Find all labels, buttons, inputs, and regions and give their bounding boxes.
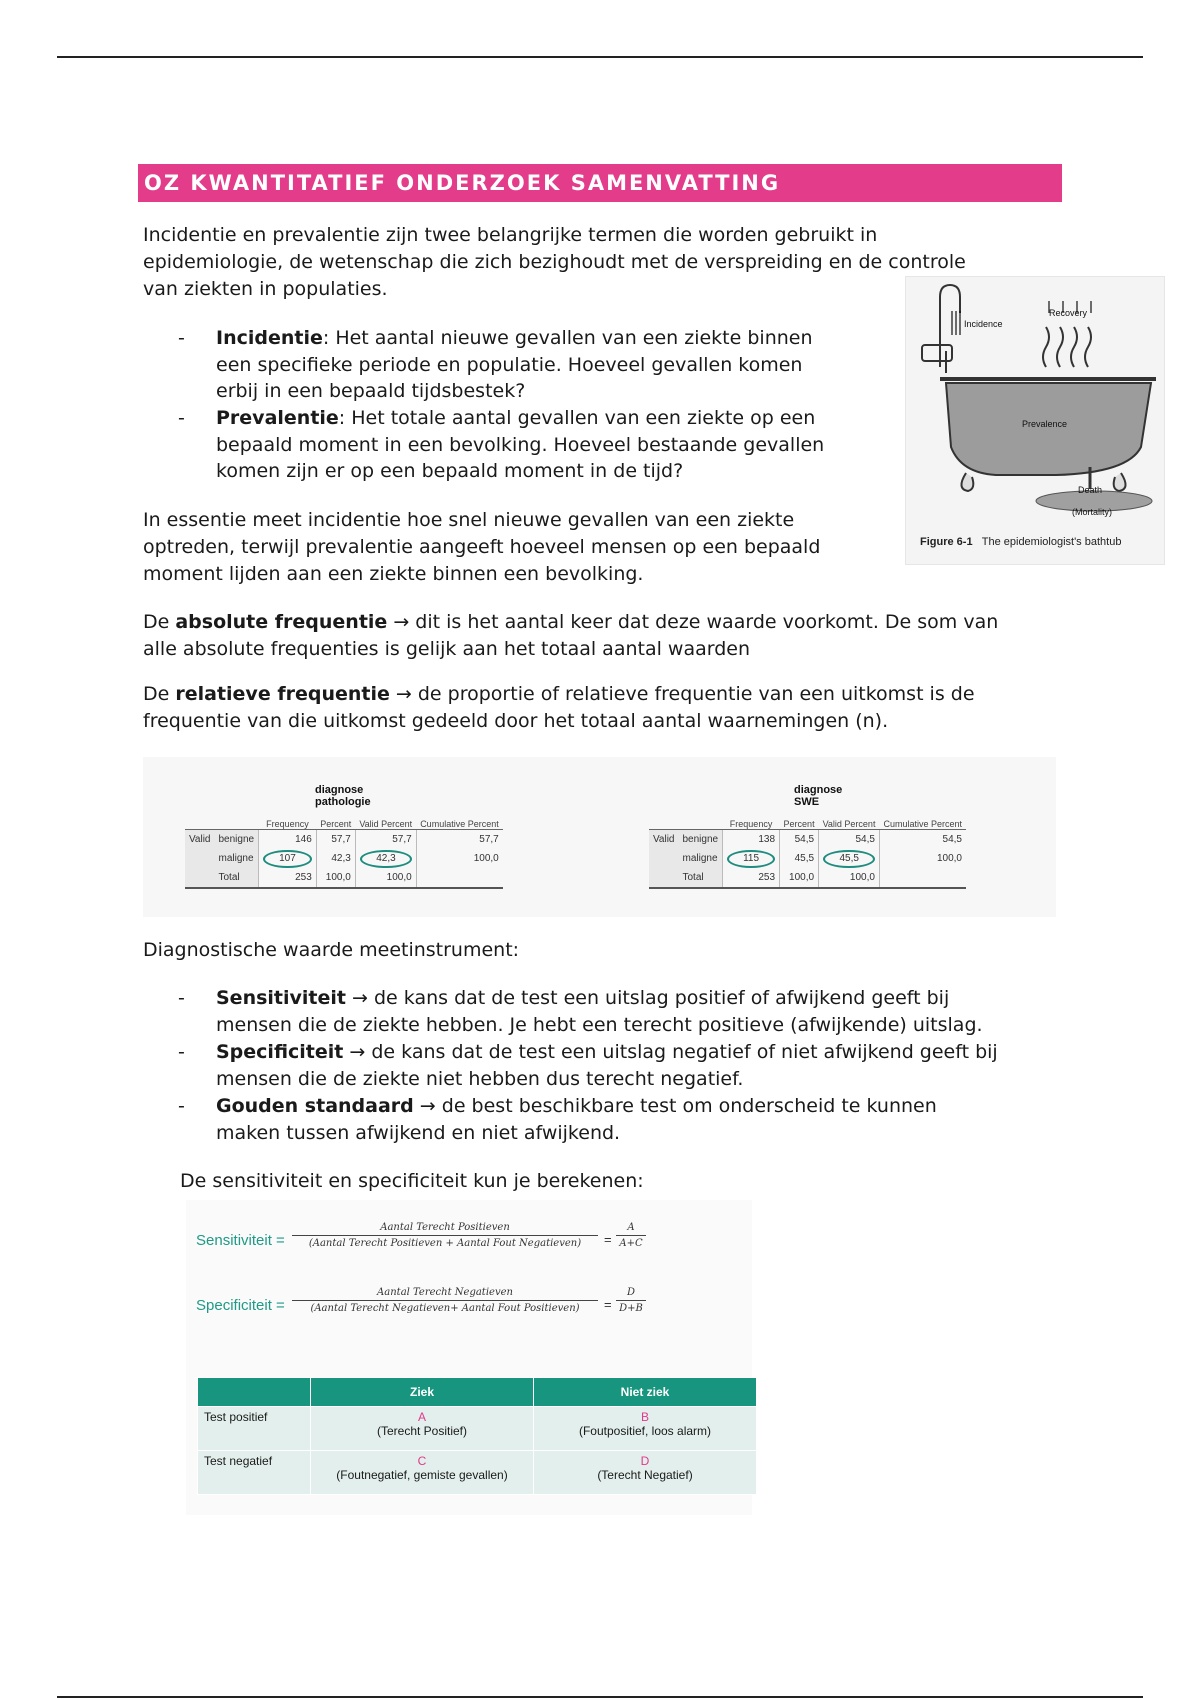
term: absolute frequentie [175, 611, 388, 633]
row-label: benigne [215, 830, 259, 850]
frequency-table [649, 799, 966, 889]
row-label: maligne [215, 849, 259, 868]
table-row [649, 830, 966, 850]
circled-value: 42,3 [360, 850, 411, 868]
essence-line: moment lijden aan een ziekte binnen een bevolking. [143, 563, 644, 585]
definition-text: : Het aantal nieuwe gevallen van een ziekte binnen [322, 327, 813, 349]
spss-output [143, 757, 1056, 917]
term: Gouden standaard [216, 1095, 414, 1117]
tub-body [946, 383, 1151, 475]
circled-value: 45,5 [823, 850, 874, 868]
cell: 100,0 [819, 868, 880, 888]
diagnostic-heading: Diagnostische waarde meetinstrument: [143, 939, 520, 961]
intro-line: epidemiologie, de wetenschap die zich bezighoudt met de verspreiding en de controle [143, 251, 966, 273]
col-header: Percent [316, 799, 355, 830]
essence-line: In essentie meet incidentie hoe snel nieuwe gevallen van een ziekte [143, 509, 795, 531]
col-header: Valid Percent [355, 799, 416, 830]
cell [879, 868, 966, 888]
col-header: Cumulative Percent [416, 799, 503, 830]
denominator: (Aantal Terecht Positieven + Aantal Fout Negatieven) [308, 1238, 582, 1249]
text: → de proportie of relatieve frequentie van een uitkomst is de [389, 683, 975, 705]
valid-label: Valid [185, 830, 215, 850]
table-row [185, 830, 503, 850]
frequency-table [185, 799, 503, 889]
caption-number: Figure 6-1 [920, 536, 973, 548]
row-label: maligne [679, 849, 723, 868]
item-line: mensen die de ziekte niet hebben dus terecht negatief. [216, 1068, 744, 1090]
caption-text: The epidemiologist's bathtub [981, 536, 1122, 548]
definition-text: : Het totale aantal gevallen van een ziekte op een [338, 407, 816, 429]
essence-line: optreden, terwijl prevalentie aangeeft hoeveel mensen op een bepaald [143, 536, 821, 558]
formula-fraction [292, 1222, 598, 1249]
cell [723, 849, 780, 868]
row-label: Total [215, 868, 259, 888]
numerator: Aantal Terecht Positieven [380, 1222, 510, 1233]
absolute-frequency-line: alle absolute frequenties is gelijk aan het totaal aantal waarden [143, 638, 751, 660]
term: Sensitiviteit [216, 987, 346, 1009]
cell: 253 [723, 868, 780, 888]
col-header: Valid Percent [819, 799, 880, 830]
numerator: D [626, 1287, 636, 1298]
page-title: OZ KWANTITATIEF ONDERZOEK SAMENVATTING [138, 164, 1062, 202]
text: → de kans dat de test een uitslag positief of afwijkend geeft bij [345, 987, 950, 1009]
circled-value: 107 [263, 850, 312, 868]
definition-line: komen zijn er op een bepaald moment in de tijd? [216, 460, 684, 482]
calculation-intro: De sensitiviteit en specificiteit kun je berekenen: [180, 1170, 644, 1192]
cell: 54,5 [879, 830, 966, 850]
cell: 146 [259, 830, 317, 850]
cell [355, 849, 416, 868]
desc: (Terecht Positief) [376, 1424, 468, 1438]
table-title: diagnose pathologie [315, 784, 371, 808]
term: Specificiteit [216, 1041, 344, 1063]
tub-foot [1114, 473, 1126, 491]
text: → de kans dat de test een uitslag negatief of niet afwijkend geeft bij [343, 1041, 998, 1063]
table-row [649, 868, 966, 888]
formula-label-sensitivity: Sensitiviteit = [196, 1232, 285, 1249]
letter: B [640, 1410, 649, 1424]
bullet-dash: - [178, 1095, 185, 1117]
table-row [649, 849, 966, 868]
cell: 138 [723, 830, 780, 850]
cell: 253 [259, 868, 317, 888]
cell-a [311, 1407, 534, 1451]
tub-foot [961, 473, 973, 491]
cell: 100,0 [355, 868, 416, 888]
desc: (Foutpositief, loos alarm) [578, 1424, 712, 1438]
cell: 100,0 [316, 868, 355, 888]
letter: C [417, 1454, 427, 1468]
steam-lines [1043, 327, 1091, 367]
relative-frequency-line [143, 681, 975, 708]
table-row [185, 868, 503, 888]
term: relatieve frequentie [175, 683, 390, 705]
intro-line: van ziekten in populaties. [143, 278, 388, 300]
cell: 57,7 [316, 830, 355, 850]
cell: 45,5 [780, 849, 819, 868]
item-sensitiviteit [216, 985, 949, 1012]
desc: (Terecht Negatief) [597, 1468, 693, 1482]
definition-line: erbij in een bepaald tijdsbestek? [216, 380, 526, 402]
bullet-dash: - [178, 407, 185, 429]
letter: D [640, 1454, 650, 1468]
cell: 100,0 [879, 849, 966, 868]
faucet-handle [922, 345, 952, 361]
top-rule [57, 56, 1143, 58]
col-header: Cumulative Percent [879, 799, 966, 830]
definition-line: bepaald moment in een bevolking. Hoeveel bestaande gevallen [216, 434, 825, 456]
item-gouden-standaard [216, 1093, 937, 1120]
term: Incidentie [216, 327, 323, 349]
label-recovery: Recovery [1049, 308, 1088, 318]
formula-result [616, 1287, 646, 1314]
circled-value: 115 [727, 850, 775, 868]
cell: 54,5 [819, 830, 880, 850]
faucet-pipe [940, 285, 960, 367]
table-row [198, 1451, 757, 1495]
cell: 57,7 [355, 830, 416, 850]
col-header: Frequency [259, 799, 317, 830]
col-header-niet-ziek: Niet ziek [534, 1378, 757, 1407]
formula-fraction [292, 1287, 598, 1314]
col-header-ziek: Ziek [311, 1378, 534, 1407]
denominator: D+B [619, 1303, 643, 1314]
definition-incidentie [216, 325, 813, 352]
prefix: De [143, 611, 176, 633]
col-header: Percent [780, 799, 819, 830]
bullet-dash: - [178, 987, 185, 1009]
row-header: Test positief [198, 1407, 311, 1451]
bathtub-figure [905, 276, 1165, 565]
label-prevalence: Prevalence [1022, 419, 1068, 429]
formula-label-specificity: Specificiteit = [196, 1297, 285, 1314]
cell: 42,3 [316, 849, 355, 868]
bullet-dash: - [178, 327, 185, 349]
label-mortality: (Mortality) [1072, 507, 1112, 517]
prefix: De [143, 683, 176, 705]
definition-prevalentie [216, 405, 815, 432]
row-label: Total [679, 868, 723, 888]
numerator: A [627, 1222, 635, 1233]
denominator: (Aantal Terecht Negatieven+ Aantal Fout Positieven) [310, 1303, 580, 1314]
contingency-table [197, 1377, 757, 1495]
table-row [185, 849, 503, 868]
denominator: A+C [619, 1238, 643, 1249]
row-header: Test negatief [198, 1451, 311, 1495]
item-line: mensen die de ziekte hebben. Je hebt een terecht positieve (afwijkende) uitslag. [216, 1014, 983, 1036]
formula-result [616, 1222, 646, 1249]
item-line: maken tussen afwijkend en niet afwijkend. [216, 1122, 621, 1144]
bullet-dash: - [178, 1041, 185, 1063]
letter: A [417, 1410, 426, 1424]
definition-line: een specifieke periode en populatie. Hoeveel gevallen komen [216, 354, 803, 376]
cell-b [534, 1407, 757, 1451]
cell [819, 849, 880, 868]
figure-caption [920, 536, 1121, 548]
bottom-rule [57, 1696, 1143, 1698]
equals-sign: = [604, 1297, 612, 1312]
bathtub-illustration [906, 277, 1164, 527]
desc: (Foutnegatief, gemiste gevallen) [336, 1468, 508, 1482]
corner-header [198, 1378, 311, 1407]
text: → de best beschikbare test om onderscheid te kunnen [413, 1095, 937, 1117]
col-header: Frequency [723, 799, 780, 830]
cell-c [311, 1451, 534, 1495]
row-label: benigne [679, 830, 723, 850]
item-specificiteit [216, 1039, 998, 1066]
absolute-frequency-line [143, 609, 998, 636]
text: → dit is het aantal keer dat deze waarde voorkomt. De som van [387, 611, 999, 633]
cell: 57,7 [416, 830, 503, 850]
label-death: Death [1078, 485, 1103, 495]
intro-line: Incidentie en prevalentie zijn twee belangrijke termen die worden gebruikt in [143, 224, 878, 246]
cell-d [534, 1451, 757, 1495]
cell: 54,5 [780, 830, 819, 850]
valid-label: Valid [649, 830, 679, 850]
table-row [198, 1407, 757, 1451]
cell [416, 868, 503, 888]
numerator: Aantal Terecht Negatieven [377, 1287, 513, 1298]
equals-sign: = [604, 1232, 612, 1247]
label-incidence: Incidence [964, 319, 1003, 329]
term: Prevalentie [216, 407, 339, 429]
cell: 100,0 [416, 849, 503, 868]
relative-frequency-line: frequentie van die uitkomst gedeeld door het totaal aantal waarnemingen (n). [143, 710, 889, 732]
cell: 100,0 [780, 868, 819, 888]
cell [259, 849, 317, 868]
table-title: diagnose SWE [794, 784, 843, 808]
